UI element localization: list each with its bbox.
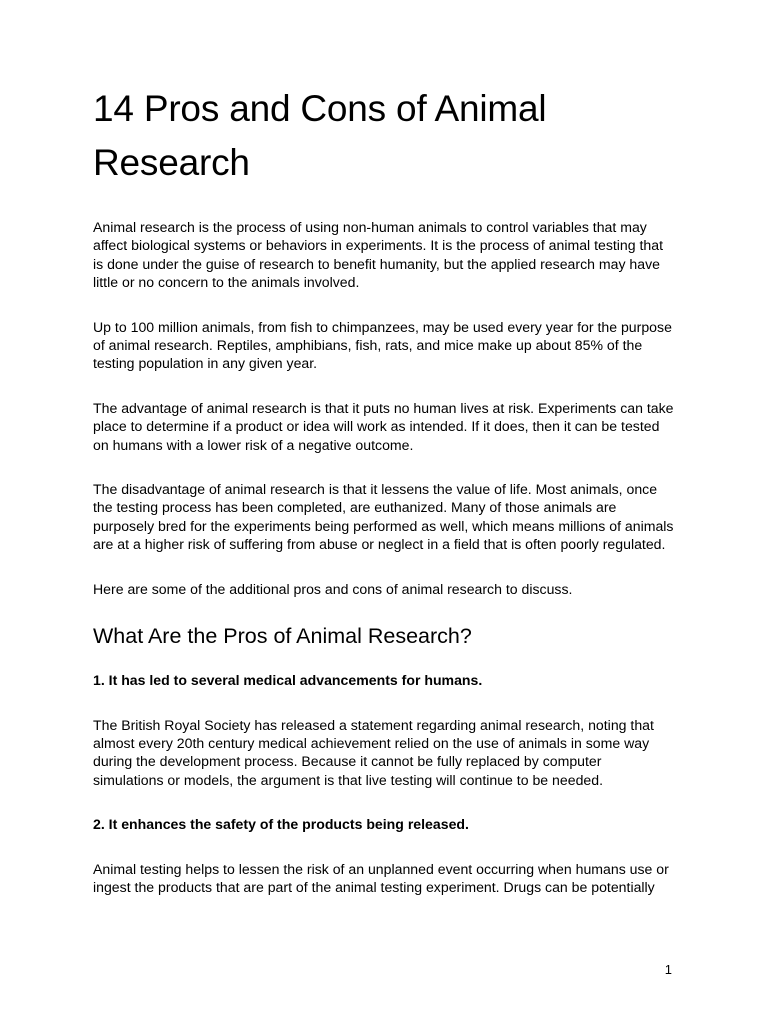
page-number: 1 <box>664 962 672 977</box>
intro-paragraph-2: Up to 100 million animals, from fish to chimpanzees, may be used every year for the purpose of animal research. Reptiles, amphibians, fish, rats, and mice make up about 85% of the testing population in any given year. <box>93 318 672 372</box>
intro-paragraph-1: Animal research is the process of using non-human animals to control variables that may affect biological systems or behaviors in experiments. It is the process of animal testing that is done under the guise of research to benefit humanity, but the applied research may have little or no concern to the animals involved. <box>93 219 664 291</box>
section-heading-pros: What Are the Pros of Animal Research? <box>93 624 472 649</box>
item-body-1: The British Royal Society has released a statement regarding animal research, noting that almost every 20th century medical achievement relied on the use of animals in some way during the development process. Because it cannot be fully replaced by computer simulations or models, the argument is that live testing will continue to be needed. <box>93 716 654 788</box>
document-page <box>93 82 675 922</box>
intro-paragraph-3: The advantage of animal research is that it puts no human lives at risk. Experiments can take place to determine if a product or idea will work as intended. If it does, then it can be tested on humans with a lower risk of a negative outcome. <box>93 399 674 453</box>
document-title: 14 Pros and Cons of Animal Research <box>93 88 547 183</box>
item-heading-2: 2. It enhances the safety of the products being released. <box>93 816 469 833</box>
intro-paragraph-5: Here are some of the additional pros and cons of animal research to discuss. <box>93 580 573 597</box>
item-body-2: Animal testing helps to lessen the risk of an unplanned event occurring when humans use or ingest the products that are part of the animal testing experiment. Drugs can be potentially <box>93 860 669 895</box>
item-heading-1: 1. It has led to several medical advancements for humans. <box>93 672 483 689</box>
intro-paragraph-4: The disadvantage of animal research is that it lessens the value of life. Most animals, once the testing process has been completed, are euthanized. Many of those animals are purposely bred for the experiments being performed as well, which means millions of animals are at a higher risk of suffering from abuse or neglect in a field that is often poorly regulated. <box>93 481 674 553</box>
